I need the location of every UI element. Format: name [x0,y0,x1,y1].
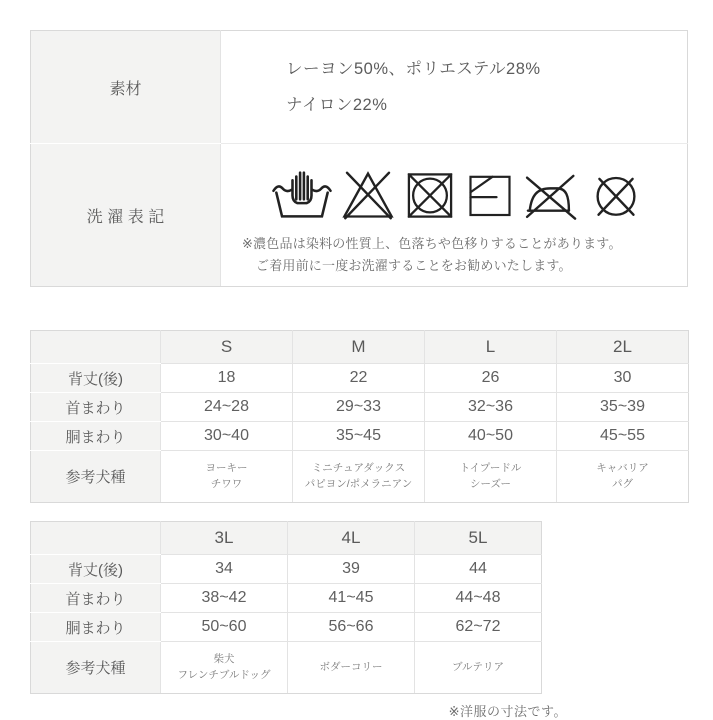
table-row [31,555,542,584]
table-row [31,451,689,503]
size-column-header: 4L [288,522,415,555]
breed-value: ボダーコリー [288,642,415,694]
care-note-2: ご着用前に一度お洗濯することをお勧めいたします。 [256,258,572,273]
care-icons-row [228,167,686,224]
table-row [31,393,689,422]
measurement-label: 首まわり [31,584,161,613]
measurement-label: 背丈(後) [31,364,161,393]
measurement-label: 参考犬種 [31,642,161,694]
hand-wash-icon [271,167,333,224]
measurement-label: 背丈(後) [31,555,161,584]
measurement-value: 44~48 [415,584,542,613]
table-row [31,642,542,694]
measurement-value: 30 [557,364,689,393]
measurement-value: 24~28 [161,393,293,422]
size-table-3l-5l [30,521,542,694]
measurement-value: 40~50 [425,422,557,451]
measurement-value: 35~39 [557,393,689,422]
material-care-table [30,30,688,287]
measurement-value: 39 [288,555,415,584]
measurement-value: 34 [161,555,288,584]
breed-value: ブルテリア [415,642,542,694]
size-header-row [31,522,542,555]
shade-flat-dry-icon [464,167,516,224]
breed-value: キャバリア パグ [557,451,689,503]
material-content [221,31,688,144]
measurement-label: 参考犬種 [31,451,161,503]
size-column-header: 5L [415,522,542,555]
measurement-value: 62~72 [415,613,542,642]
size-column-header: 2L [557,331,689,364]
measurement-value: 45~55 [557,422,689,451]
size-column-header: L [425,331,557,364]
measurement-value: 50~60 [161,613,288,642]
measurement-value: 26 [425,364,557,393]
material-line-2: ナイロン22% [286,96,388,114]
size-column-header: M [293,331,425,364]
material-row [31,31,688,144]
measurement-value: 56~66 [288,613,415,642]
measurement-value: 29~33 [293,393,425,422]
table-row [31,422,689,451]
breed-value: ミニチュアダックス パピヨン/ポメラニアン [293,451,425,503]
measurement-value: 22 [293,364,425,393]
measurement-label: 胴まわり [31,613,161,642]
size-header-row [31,331,689,364]
measurement-value: 35~45 [293,422,425,451]
size-column-header: S [161,331,293,364]
breed-value: 柴犬 フレンチブルドッグ [161,642,288,694]
measurement-value: 18 [161,364,293,393]
care-row [31,144,688,287]
material-line-1: レーヨン50%、ポリエステル28% [286,60,541,78]
table-row [31,613,542,642]
care-content [221,144,688,287]
table-row [31,364,689,393]
care-note-1: ※濃色品は染料の性質上、色落ちや色移りすることがあります。 [242,235,622,251]
size-footnote: ※洋服の寸法です。 [448,704,567,719]
measurement-value: 38~42 [161,584,288,613]
table-corner-cell [31,522,161,555]
care-label: 洗濯表記 [31,144,221,287]
measurement-value: 32~36 [425,393,557,422]
measurement-label: 首まわり [31,393,161,422]
do-not-iron-icon [523,167,581,224]
breed-value: ヨーキー チワワ [161,451,293,503]
measurement-label: 胴まわり [31,422,161,451]
table-row [31,584,542,613]
material-label: 素材 [31,31,221,144]
size-column-header: 3L [161,522,288,555]
care-notes [222,233,686,277]
measurement-value: 41~45 [288,584,415,613]
breed-value: トイプードル シーズー [425,451,557,503]
measurement-value: 30~40 [161,422,293,451]
do-not-dry-clean-icon [588,167,644,224]
do-not-tumble-dry-icon [403,167,457,224]
measurement-value: 44 [415,555,542,584]
size-table-s-2l [30,330,689,503]
table-corner-cell [31,331,161,364]
do-not-bleach-icon [340,167,396,224]
